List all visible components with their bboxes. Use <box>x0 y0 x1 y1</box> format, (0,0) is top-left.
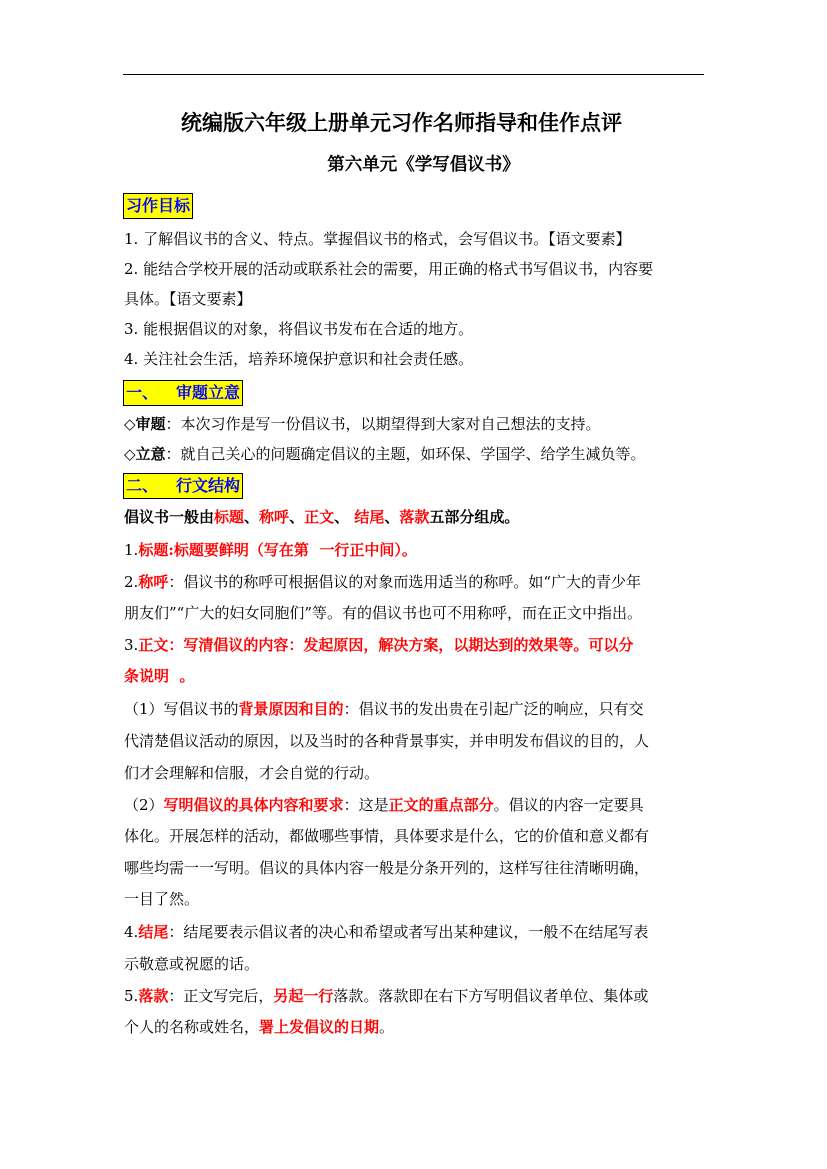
structure-item-2 <box>124 572 641 592</box>
item5-key: 落款 <box>138 987 169 1005</box>
goal-item-2-cont: 具体。【语文要素】 <box>124 290 252 308</box>
structure-item-5 <box>124 986 648 1006</box>
topic-heading <box>123 380 243 406</box>
structure-heading-num: 二、 <box>126 476 159 495</box>
item1-colon: : <box>168 541 174 559</box>
intro-key-title: 标题 <box>214 508 245 526</box>
item3-num: 3. <box>124 636 139 654</box>
shenti-label: ◇审题 <box>124 415 166 433</box>
item4-line1: ：结尾要表示倡议者的决心和希望或者写出某种建议，一般不在结尾写表 <box>168 923 649 941</box>
sub2-line3: 哪些均需一一写明。倡议的具体内容一般是分条开列的，这样写往往清晰明确， <box>124 859 650 877</box>
item5-line1b: 落款。落款即在右下方写明倡议者单位、集体或 <box>333 987 649 1005</box>
sub2-key: 写明倡议的具体内容和要求 <box>163 796 344 814</box>
sub1-key: 背景原因和目的 <box>238 700 344 718</box>
structure-item-1 <box>124 540 417 560</box>
liyi-label: ◇立意 <box>124 445 166 463</box>
goals-heading: 习作目标 <box>123 193 193 219</box>
intro-key-body: 正文 <box>304 508 335 526</box>
page-subtitle: 第六单元《学写倡议书》 <box>327 155 520 175</box>
sub1-line2: 代清楚倡议活动的原因，以及当时的各种背景事实，并申明发布倡议的目的，人 <box>124 732 650 750</box>
goal-item-4: 4. 关注社会生活，培养环境保护意识和社会责任感。 <box>124 350 474 368</box>
structure-heading <box>123 473 243 499</box>
item3-key: 正文 <box>138 636 169 654</box>
intro-sep-4: 、 <box>384 508 400 526</box>
item2-num: 2. <box>124 573 139 591</box>
item1-key: 标题 <box>138 541 169 559</box>
intro-sep-2: 、 <box>289 508 305 526</box>
item1-text: 标题要鲜明（写在第 一行正中间）。 <box>173 541 417 559</box>
liyi-text: ：就自己关心的问题确定倡议的主题，如环保、学国学、给学生减负等。 <box>165 445 646 463</box>
item5-line2b: 。 <box>379 1018 395 1036</box>
goal-item-3: 3. 能根据倡议的对象，将倡议书发布在合适的地方。 <box>124 320 474 338</box>
intro-key-salutation: 称呼 <box>259 508 290 526</box>
liyi-line <box>124 444 646 464</box>
item5-line1a: ：正文写完后， <box>168 987 274 1005</box>
item4-line2: 示敬意或祝愿的话。 <box>124 955 260 973</box>
item4-key: 结尾 <box>138 923 169 941</box>
sub1-prefix: （1）写倡议书的 <box>124 700 239 718</box>
sub2-line4: 一目了然。 <box>124 890 200 908</box>
intro-key-ending: 结尾 <box>354 508 385 526</box>
item2-line1: ：倡议书的称呼可根据倡议的对象而选用适当的称呼。如“广大的青少年 <box>168 573 641 591</box>
item3-line2: 条说明 。 <box>124 667 195 685</box>
item3-line1: ：写清倡议的内容：发起原因，解决方案，以期达到的效果等。可以分 <box>168 636 634 654</box>
shenti-line <box>124 414 601 434</box>
header-rule <box>123 74 704 75</box>
structure-item-3 <box>124 635 633 655</box>
intro-text-2: 五部分组成。 <box>429 508 520 526</box>
sub2-mid: ：这是 <box>343 796 389 814</box>
sub2-line1-end: 。倡议的内容一定要具 <box>493 796 644 814</box>
topic-heading-num: 一、 <box>126 383 159 402</box>
item5-line2a: 个人的名称或姓名， <box>124 1018 260 1036</box>
item5-key3: 署上发倡议的日期 <box>259 1018 380 1036</box>
shenti-text: ：本次习作是写一份倡议书，以期望得到大家对自己想法的支持。 <box>165 415 601 433</box>
structure-intro <box>124 507 519 527</box>
intro-key-signature: 落款 <box>399 508 430 526</box>
item4-num: 4. <box>124 923 139 941</box>
item5-key2: 另起一行 <box>273 987 334 1005</box>
topic-heading-text: 审题立意 <box>176 383 241 402</box>
sub1-line1: ：倡议书的发出贵在引起广泛的响应，只有交 <box>343 700 644 718</box>
intro-sep-3: 、 <box>334 508 355 526</box>
intro-sep-1: 、 <box>244 508 260 526</box>
item2-key: 称呼 <box>138 573 169 591</box>
structure-heading-text: 行文结构 <box>176 476 241 495</box>
sub2-key2: 正文的重点部分 <box>388 796 494 814</box>
goal-item-1: 1. 了解倡议书的含义、特点。掌握倡议书的格式，会写倡议书。【语文要素】 <box>124 230 631 248</box>
item5-line2 <box>124 1017 394 1037</box>
sub-item-2 <box>124 795 644 815</box>
intro-text-1: 倡议书一般由 <box>124 508 215 526</box>
page-title: 统编版六年级上册单元习作名师指导和佳作点评 <box>181 110 622 135</box>
sub-item-1 <box>124 699 644 719</box>
item1-num: 1. <box>124 541 139 559</box>
goal-item-2: 2. 能结合学校开展的活动或联系社会的需要，用正确的格式书写倡议书，内容要 <box>124 260 654 278</box>
item5-num: 5. <box>124 987 139 1005</box>
sub2-prefix: （2） <box>124 796 164 814</box>
structure-item-4 <box>124 922 648 942</box>
item2-line2: 朋友们”“广大的妇女同胞们”等。有的倡议书也可不用称呼，而在正文中指出。 <box>124 604 643 622</box>
sub1-line3: 们才会理解和信服，才会自觉的行动。 <box>124 764 380 782</box>
sub2-line2: 体化。开展怎样的活动，都做哪些事情，具体要求是什么，它的价值和意义都有 <box>124 827 650 845</box>
